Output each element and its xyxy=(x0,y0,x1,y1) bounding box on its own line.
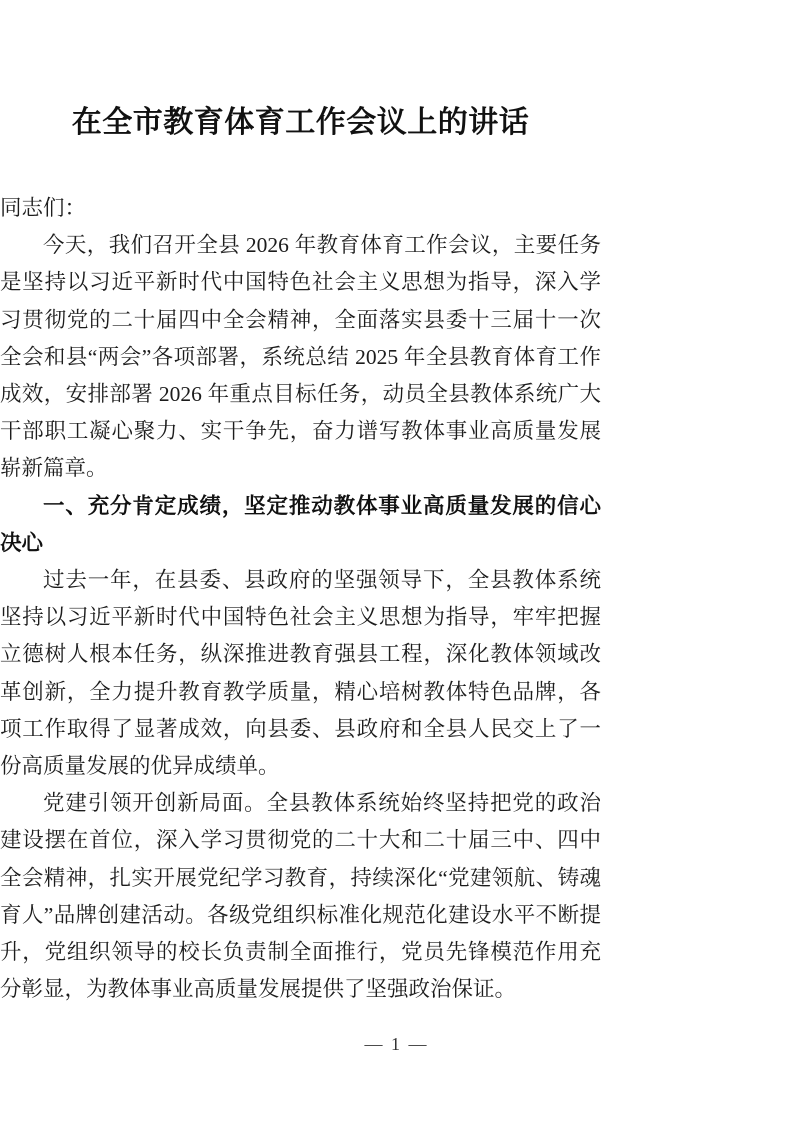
page-number-footer: — 1 — xyxy=(364,1034,429,1054)
section-heading-1: 一、充分肯定成绩，坚定推动教体事业高质量发展的信心决心 xyxy=(0,493,601,556)
paragraph-opening: 今天，我们召开全县 2026 年教育体育工作会议，主要任务是坚持以习近平新时代中国特色社会主义思想为指导，深入学习贯彻党的二十届四中全会精神，全面落实县委十三届十一次全会和县“两会”各项部署，系统总结 2025 年全县教育体育工作成效，安排部署 2026 年重点目标任务，动员全县教体系统广大干部职工凝心聚力、实干争先，奋力谱写教体事业高质量发展崭新篇章。 xyxy=(0,233,601,481)
paragraph-review: 过去一年，在县委、县政府的坚强领导下，全县教体系统坚持以习近平新时代中国特色社会主义思想为指导，牢牢把握立德树人根本任务，纵深推进教育强县工程，深化教体领域改革创新，全力提升教育教学质量，精心培树教体特色品牌，各项工作取得了显著成效，向县委、县政府和全县人民交上了一份高质量发展的优异成绩单。 xyxy=(0,568,601,779)
salutation: 同志们： xyxy=(0,196,87,220)
document-body xyxy=(0,190,601,1008)
page-title: 在全市教育体育工作会议上的讲话 xyxy=(71,105,530,140)
paragraph-party-building: 党建引领开创新局面。全县教体系统始终坚持把党的政治建设摆在首位，深入学习贯彻党的二十大和二十届三中、四中全会精神，扎实开展党纪学习教育，持续深化“党建领航、铸魂育人”品牌创建活动。各级党组织标准化规范化建设水平不断提升，党组织领导的校长负责制全面推行，党员先锋模范作用充分彰显，为教体事业高质量发展提供了坚强政治保证。 xyxy=(0,791,601,1002)
